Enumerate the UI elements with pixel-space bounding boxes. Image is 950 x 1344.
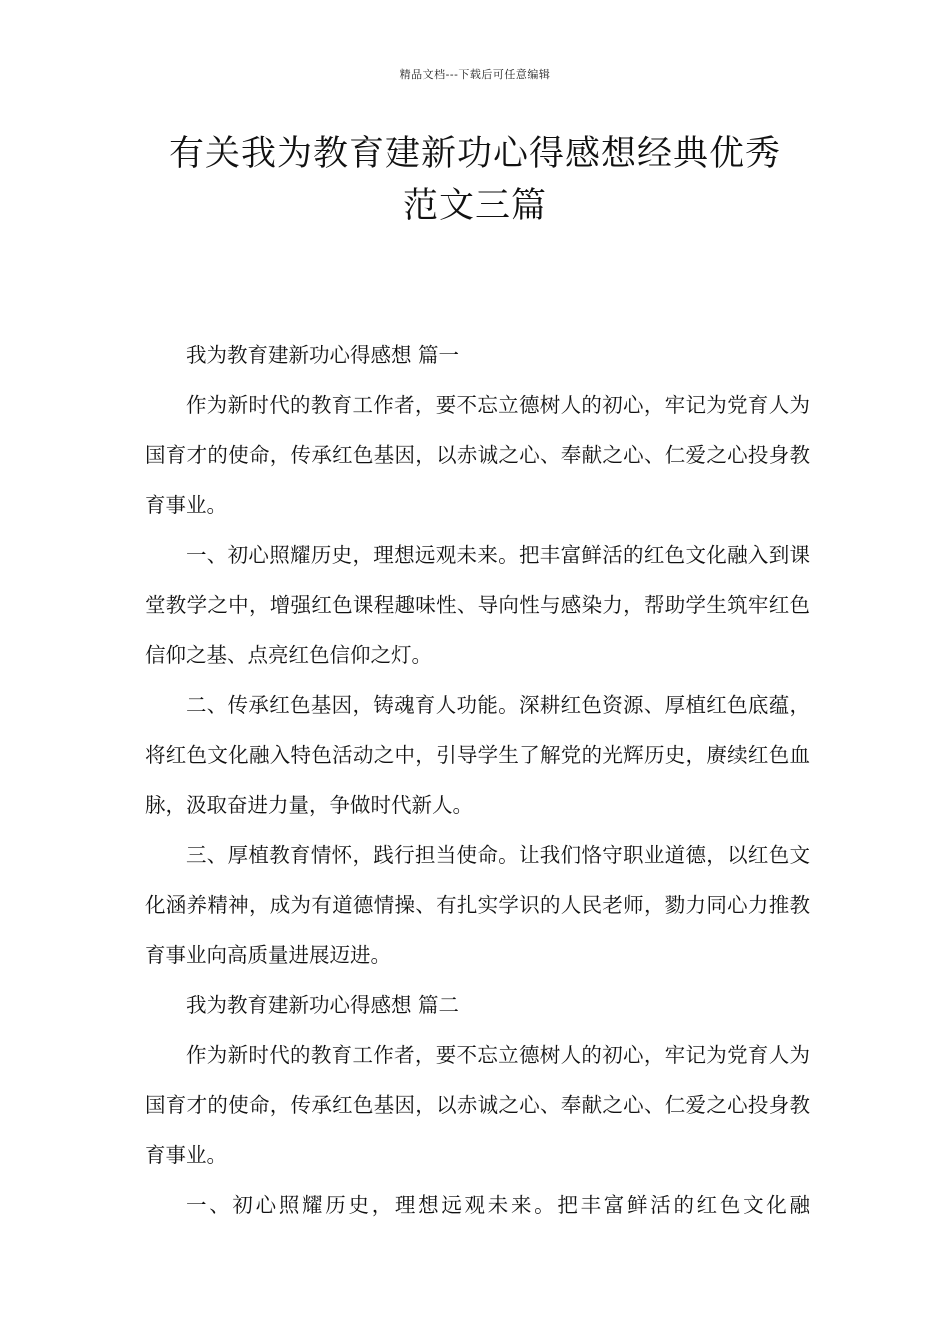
header-note: 精品文档---下载后可任意编辑 <box>399 68 551 81</box>
section-heading: 我为教育建新功心得感想 篇一 <box>186 343 460 367</box>
paragraph: 作为新时代的教育工作者，要不忘立德树人的初心，牢记为党育人为国育才的使命，传承红色基因，以赤诚之心、奉献之心、仁爱之心投身教育事业。 <box>145 393 810 517</box>
document-title-line-1: 有关我为教育建新功心得感想经典优秀 <box>168 134 781 174</box>
paragraph: 作为新时代的教育工作者，要不忘立德树人的初心，牢记为党育人为国育才的使命，传承红色基因，以赤诚之心、奉献之心、仁爱之心投身教育事业。 <box>145 1043 810 1167</box>
paragraph: 一、初心照耀历史，理想远观未来。把丰富鲜活的红色文化融 <box>186 1193 810 1217</box>
document-title-line-2: 范文三篇 <box>402 186 547 226</box>
section-heading: 我为教育建新功心得感想 篇二 <box>186 993 460 1017</box>
paragraph: 一、初心照耀历史，理想远观未来。把丰富鲜活的红色文化融入到课堂教学之中，增强红色课程趣味性、导向性与感染力，帮助学生筑牢红色信仰之基、点亮红色信仰之灯。 <box>145 543 810 667</box>
paragraph: 三、厚植教育情怀，践行担当使命。让我们恪守职业道德，以红色文化涵养精神，成为有道德情操、有扎实学识的人民老师，勠力同心力推教育事业向高质量进展迈进。 <box>145 843 810 967</box>
document-title <box>120 128 830 232</box>
document-body <box>145 330 810 1230</box>
paragraph: 二、传承红色基因，铸魂育人功能。深耕红色资源、厚植红色底蕴，将红色文化融入特色活动之中，引导学生了解党的光辉历史，赓续红色血脉，汲取奋进力量，争做时代新人。 <box>145 693 810 817</box>
